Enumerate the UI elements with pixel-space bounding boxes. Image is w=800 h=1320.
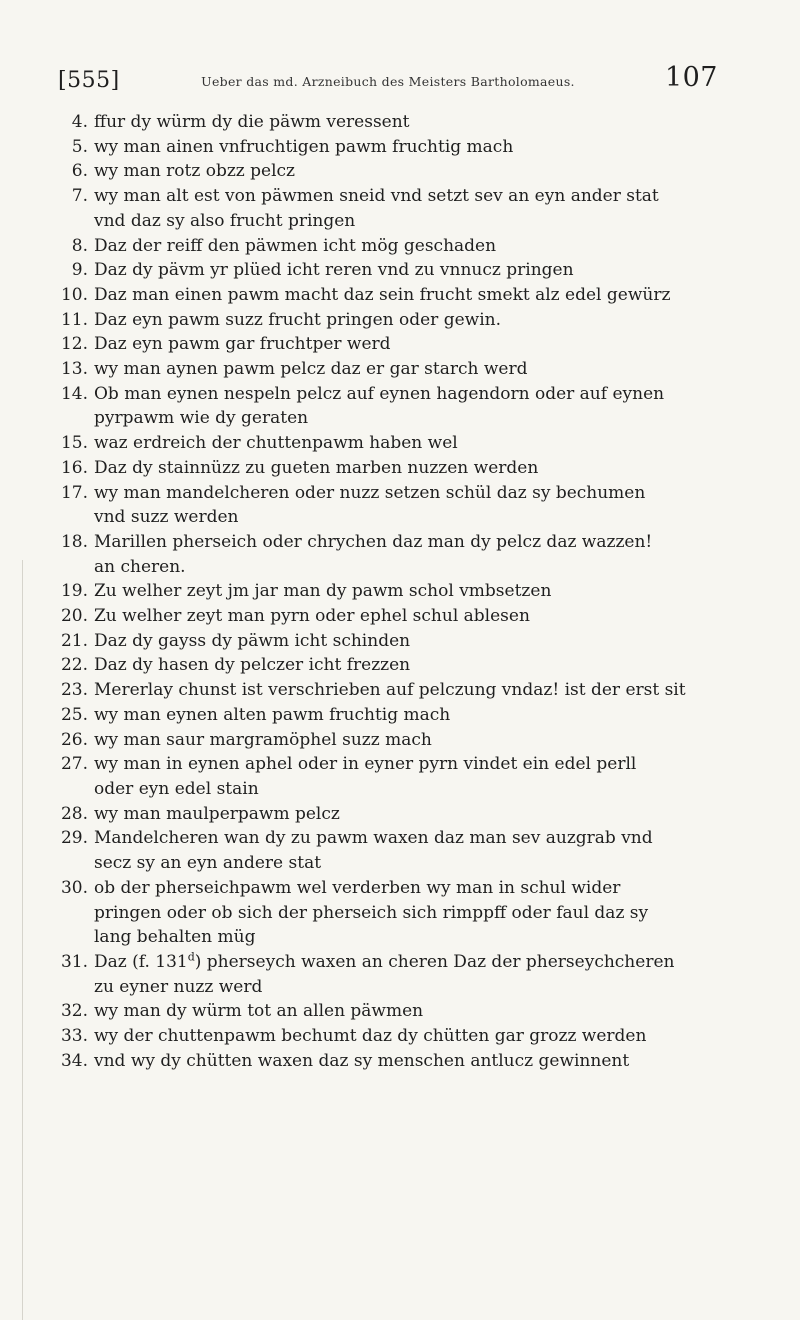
- list-item: [58, 456, 748, 481]
- list-item: [58, 950, 748, 999]
- entry-text: wy man eynen alten pawm fruchtig mach: [94, 704, 451, 725]
- entry-number: 23.: [60, 680, 88, 701]
- list-item: [58, 802, 748, 827]
- entry-number: 31.: [60, 951, 88, 972]
- list-item: [58, 703, 748, 728]
- entry-number: 7.: [71, 186, 88, 207]
- entry-number: 27.: [60, 754, 88, 775]
- entry-number: 17.: [60, 482, 88, 503]
- entry-number: 6.: [71, 161, 88, 182]
- entry-number: 4.: [71, 112, 88, 132]
- entry-number: 22.: [60, 655, 88, 676]
- list-item: [58, 653, 748, 678]
- entry-text: vnd wy dy chütten waxen daz sy menschen antlucz gewinnent: [94, 1050, 630, 1071]
- list-item: [58, 481, 748, 530]
- entry-number: 9.: [71, 260, 88, 281]
- list-item: [58, 110, 748, 135]
- list-item: [58, 1049, 748, 1074]
- entry-number: 12.: [60, 334, 88, 355]
- entry-list: [58, 110, 748, 1073]
- entry-text: waz erdreich der chuttenpawm haben wel: [94, 433, 458, 454]
- list-item: [58, 826, 748, 875]
- entry-number: 30.: [60, 877, 88, 898]
- folio-superscript: d: [187, 950, 195, 964]
- entry-text: Daz dy stainnüzz zu gueten marben nuzzen werden: [94, 457, 539, 478]
- page-reference: [555]: [58, 68, 120, 93]
- entry-text: Daz dy hasen dy pelczer icht frezzen: [94, 655, 411, 676]
- entry-number: 32.: [60, 1001, 88, 1022]
- entry-text: Daz eyn pawm gar fruchtper werd: [94, 334, 391, 355]
- list-item: [58, 308, 748, 333]
- entry-text: wy man alt est von päwmen sneid vnd setzt sev an eyn ander stat vnd daz sy also frucht pringen: [94, 186, 659, 231]
- entry-number: 15.: [60, 433, 88, 454]
- entry-number: 11.: [60, 309, 88, 330]
- entry-number: 34.: [60, 1050, 88, 1071]
- list-item: [58, 1024, 748, 1049]
- entry-text: ob der pherseichpawm wel verderben wy man in schul wider pringen oder ob sich der pherseich sich rimppff oder faul daz sy lang behalten müg: [94, 877, 649, 948]
- list-item: [58, 159, 748, 184]
- entry-text-part: ) pherseych waxen an cheren Daz der pherseychcheren zu eyner nuzz werd: [94, 951, 675, 997]
- list-item: [58, 332, 748, 357]
- entry-text: Daz man einen pawm macht daz sein frucht smekt alz edel gewürz: [94, 284, 671, 305]
- entry-text: wy man mandelcheren oder nuzz setzen schül daz sy bechumen vnd suzz werden: [94, 482, 646, 528]
- entry-text: wy man ainen vnfruchtigen pawm fruchtig mach: [94, 136, 514, 157]
- list-item: [58, 135, 748, 160]
- page-fold-line: [22, 560, 23, 1320]
- list-item: [58, 431, 748, 456]
- entry-text: Daz der reiff den päwmen icht mög geschaden: [94, 235, 497, 256]
- entry-text: Daz eyn pawm suzz frucht pringen oder gewin.: [94, 309, 501, 330]
- entry-text: wy man aynen pawm pelcz daz er gar starch werd: [94, 359, 528, 380]
- entry-number: 33.: [60, 1026, 88, 1047]
- list-item: [58, 629, 748, 654]
- list-item: [58, 258, 748, 283]
- page-header: [58, 60, 718, 104]
- entry-number: 14.: [60, 383, 88, 404]
- entry-number: 10.: [60, 284, 88, 305]
- entry-text: wy man in eynen aphel oder in eyner pyrn vindet ein edel perll oder eyn edel stain: [94, 754, 637, 799]
- list-item: [58, 530, 748, 579]
- entry-text: wy man saur margramöphel suzz mach: [94, 729, 432, 750]
- entry-number: 25.: [60, 704, 88, 725]
- entry-number: 18.: [60, 531, 88, 552]
- entry-number: 5.: [71, 136, 88, 157]
- entry-text: Zu welher zeyt jm jar man dy pawm schol vmbsetzen: [94, 581, 552, 602]
- entry-text: Daz dy pävm yr plüed icht reren vnd zu vnnucz pringen: [94, 260, 574, 281]
- entry-text: ffur dy würm dy die päwm veressent: [94, 112, 410, 132]
- entry-text: Marillen pherseich oder chrychen daz man dy pelcz daz wazzen! an cheren.: [94, 531, 653, 577]
- entry-text: Daz dy gayss dy päwm icht schinden: [94, 630, 411, 651]
- entry-text: wy man maulperpawm pelcz: [94, 803, 340, 824]
- entry-text: Mandelcheren wan dy zu pawm waxen daz man sev auzgrab vnd secz sy an eyn andere stat: [94, 828, 653, 874]
- entry-number: 8.: [71, 235, 88, 256]
- entry-text: wy der chuttenpawm bechumt daz dy chütten gar grozz werden: [94, 1026, 647, 1047]
- list-item: [58, 357, 748, 382]
- entry-number: 19.: [60, 581, 88, 602]
- entry-text: wy man rotz obzz pelcz: [94, 161, 296, 182]
- entry-number: 26.: [60, 729, 88, 750]
- entry-text: Ob man eynen nespeln pelcz auf eynen hagendorn oder auf eynen pyrpawm wie dy geraten: [94, 383, 665, 429]
- entry-text: Zu welher zeyt man pyrn oder ephel schul ablesen: [94, 606, 530, 627]
- entry-number: 16.: [60, 457, 88, 478]
- list-item: [58, 579, 748, 604]
- entry-number: 29.: [60, 828, 88, 849]
- list-item: [58, 999, 748, 1024]
- list-item: [58, 283, 748, 308]
- entry-text: [94, 950, 748, 999]
- running-title: Ueber das md. Arzneibuch des Meisters Bartholomaeus.: [201, 74, 575, 89]
- list-item: [58, 234, 748, 259]
- list-item: [58, 382, 748, 431]
- list-item: [58, 678, 748, 703]
- list-item: [58, 752, 748, 801]
- list-item: [58, 184, 748, 233]
- entry-number: 21.: [60, 630, 88, 651]
- list-item: [58, 604, 748, 629]
- entry-text: Mererlay chunst ist verschrieben auf pelczung vndaz! ist der erst sit: [94, 680, 686, 701]
- entry-number: 20.: [60, 606, 88, 627]
- page-number: 107: [664, 62, 718, 93]
- entry-number: 13.: [60, 359, 88, 380]
- entry-number: 28.: [60, 803, 88, 824]
- list-item: [58, 876, 748, 950]
- list-item: [58, 728, 748, 753]
- entry-text-part: Daz (f. 131: [94, 951, 188, 972]
- entry-text: wy man dy würm tot an allen päwmen: [94, 1001, 424, 1022]
